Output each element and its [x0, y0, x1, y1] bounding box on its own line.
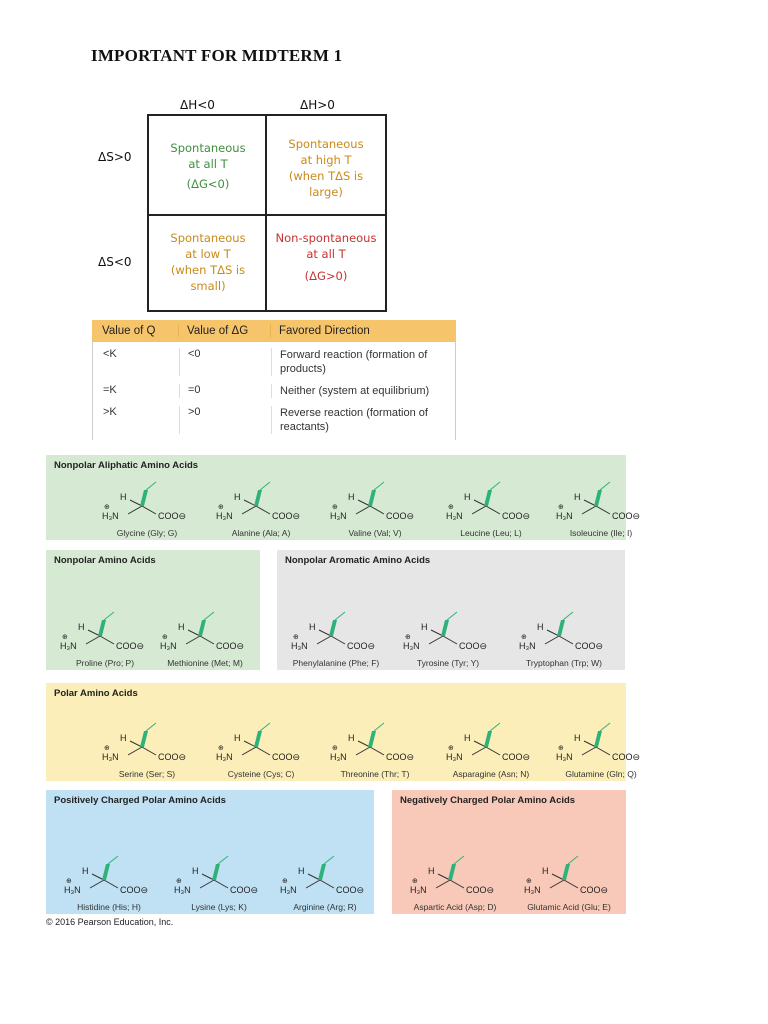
svg-text:⊕: ⊕: [448, 744, 454, 752]
q-vs-k-table: [92, 320, 456, 440]
amino-structure: [92, 697, 202, 769]
svg-text:H: H: [298, 866, 305, 876]
svg-text:H: H: [348, 492, 355, 502]
amino-structure: [436, 456, 546, 528]
svg-text:⊕: ⊕: [66, 877, 72, 885]
amino-acid: [320, 697, 430, 779]
svg-text:COO⊖: COO⊖: [336, 885, 365, 895]
svg-text:H₃N: H₃N: [216, 511, 233, 521]
amino-acid: [281, 586, 391, 668]
svg-text:⊕: ⊕: [293, 633, 299, 641]
svg-text:H₃N: H₃N: [216, 752, 233, 762]
panel-title: Nonpolar Aliphatic Amino Acids: [54, 460, 199, 471]
spontaneity-grid: [147, 114, 387, 312]
svg-text:H₃N: H₃N: [102, 511, 119, 521]
amino-panel: [277, 550, 625, 670]
svg-text:H₃N: H₃N: [160, 641, 177, 651]
row-header-ds-pos: ΔS>0: [98, 150, 132, 164]
amino-structure: [150, 586, 260, 658]
svg-text:COO⊖: COO⊖: [386, 752, 415, 762]
amino-panel: [392, 790, 626, 914]
amino-acid-name: Alanine (Ala; A): [231, 528, 291, 538]
amino-structure: [436, 697, 546, 769]
amino-acid-name: Phenylalanine (Phe; F): [292, 658, 380, 668]
svg-text:H: H: [574, 733, 581, 743]
amino-acid: [509, 586, 619, 668]
amino-acid: [546, 456, 656, 538]
panel-title: Polar Amino Acids: [54, 688, 138, 699]
amino-structure: [92, 456, 202, 528]
amino-structure: [514, 830, 624, 902]
amino-acid: [400, 830, 510, 912]
svg-text:H₃N: H₃N: [410, 885, 427, 895]
svg-text:H: H: [574, 492, 581, 502]
svg-text:⊕: ⊕: [558, 503, 564, 511]
svg-text:⊕: ⊕: [218, 744, 224, 752]
svg-text:H₃N: H₃N: [556, 752, 573, 762]
amino-panel: [46, 790, 374, 914]
amino-acid-name: Methionine (Met; M): [167, 658, 243, 668]
svg-text:⊕: ⊕: [526, 877, 532, 885]
amino-acid-name: Isoleucine (Ile; I): [569, 528, 633, 538]
amino-structure: [164, 830, 274, 902]
panel-title: Negatively Charged Polar Amino Acids: [400, 795, 576, 806]
amino-acid-name: Glutamine (Gln; Q): [565, 769, 637, 779]
svg-text:H: H: [464, 492, 471, 502]
page-title: IMPORTANT FOR MIDTERM 1: [91, 46, 343, 65]
svg-text:⊕: ⊕: [405, 633, 411, 641]
svg-text:H: H: [234, 492, 241, 502]
svg-text:⊕: ⊕: [332, 503, 338, 511]
cell-bottom-left: Spontaneous at low T (when TΔS is small): [170, 231, 246, 293]
amino-structure: [206, 697, 316, 769]
table-row: >K >0 Reverse reaction (formation of reactants): [93, 400, 455, 440]
svg-text:COO⊖: COO⊖: [158, 511, 187, 521]
svg-text:COO⊖: COO⊖: [230, 885, 259, 895]
svg-text:H₃N: H₃N: [102, 752, 119, 762]
svg-text:COO⊖: COO⊖: [459, 641, 488, 651]
amino-acid: [514, 830, 624, 912]
amino-acid-name: Tryptophan (Trp; W): [526, 658, 602, 668]
svg-text:COO⊖: COO⊖: [502, 752, 531, 762]
svg-text:H: H: [82, 866, 89, 876]
amino-acid-name: Asparagine (Asn; N): [452, 769, 530, 779]
amino-acid: [206, 697, 316, 779]
amino-acid-name: Threonine (Thr; T): [340, 769, 410, 779]
amino-structure: [206, 456, 316, 528]
amino-structure: [400, 830, 510, 902]
svg-text:H: H: [234, 733, 241, 743]
amino-panel: [46, 455, 641, 540]
col-header-dh-pos: ΔH>0: [300, 98, 335, 112]
amino-acid-name: Lysine (Lys; K): [191, 902, 247, 912]
svg-text:COO⊖: COO⊖: [116, 641, 145, 651]
amino-acid-name: Serine (Ser; S): [118, 769, 176, 779]
amino-structure: [50, 586, 160, 658]
svg-text:COO⊖: COO⊖: [466, 885, 495, 895]
svg-text:H₃N: H₃N: [330, 752, 347, 762]
amino-acid: [54, 830, 164, 912]
amino-structure: [546, 456, 656, 528]
cell-top-right: Spontaneous at high T (when TΔS is large): [288, 137, 364, 199]
amino-structure: [270, 830, 380, 902]
svg-text:COO⊖: COO⊖: [272, 511, 301, 521]
svg-text:COO⊖: COO⊖: [502, 511, 531, 521]
svg-text:⊕: ⊕: [332, 744, 338, 752]
amino-structure: [393, 586, 503, 658]
amino-acid-name: Valine (Val; V): [348, 528, 402, 538]
svg-text:H₃N: H₃N: [291, 641, 308, 651]
svg-text:H₃N: H₃N: [556, 511, 573, 521]
amino-structure: [281, 586, 391, 658]
amino-panel: [46, 550, 260, 670]
amino-acid-name: Leucine (Leu; L): [460, 528, 522, 538]
col-header-dh-neg: ΔH<0: [180, 98, 215, 112]
svg-text:H: H: [428, 866, 435, 876]
svg-text:⊕: ⊕: [448, 503, 454, 511]
svg-text:⊕: ⊕: [104, 503, 110, 511]
amino-structure: [320, 697, 430, 769]
svg-text:⊕: ⊕: [412, 877, 418, 885]
amino-acid-name: Proline (Pro; P): [75, 658, 135, 668]
svg-text:H₃N: H₃N: [64, 885, 81, 895]
table-header: Value of Q Value of ΔG Favored Direction: [92, 320, 456, 342]
amino-acid: [436, 456, 546, 538]
svg-text:COO⊖: COO⊖: [612, 511, 641, 521]
amino-acid: [270, 830, 380, 912]
svg-text:H₃N: H₃N: [524, 885, 541, 895]
amino-acid: [164, 830, 274, 912]
amino-structure: [320, 456, 430, 528]
svg-text:⊕: ⊕: [218, 503, 224, 511]
amino-acid: [546, 697, 656, 779]
copyright: © 2016 Pearson Education, Inc.: [46, 917, 174, 927]
cell-top-left: Spontaneous at all T (ΔG<0): [170, 141, 246, 191]
table-row: =K =0 Neither (system at equilibrium): [93, 378, 455, 400]
amino-acid: [320, 456, 430, 538]
svg-text:COO⊖: COO⊖: [158, 752, 187, 762]
svg-text:H: H: [192, 866, 199, 876]
amino-acid-name: Glycine (Gly; G): [116, 528, 178, 538]
amino-acid-name: Cysteine (Cys; C): [227, 769, 295, 779]
panel-title: Nonpolar Amino Acids: [54, 555, 156, 566]
amino-structure: [54, 830, 164, 902]
svg-text:⊕: ⊕: [176, 877, 182, 885]
svg-text:⊕: ⊕: [521, 633, 527, 641]
amino-acid: [50, 586, 160, 668]
svg-text:COO⊖: COO⊖: [580, 885, 609, 895]
panel-title: Nonpolar Aromatic Amino Acids: [285, 555, 431, 566]
amino-acid-name: Aspartic Acid (Asp; D): [413, 902, 497, 912]
svg-text:COO⊖: COO⊖: [120, 885, 149, 895]
amino-panel: [46, 683, 641, 781]
svg-text:COO⊖: COO⊖: [386, 511, 415, 521]
amino-acid: [92, 456, 202, 538]
svg-text:COO⊖: COO⊖: [575, 641, 604, 651]
svg-text:H: H: [120, 492, 127, 502]
svg-text:H: H: [178, 622, 185, 632]
amino-acid: [92, 697, 202, 779]
amino-acid: [436, 697, 546, 779]
svg-text:⊕: ⊕: [62, 633, 68, 641]
cell-bottom-right: Non-spontaneous at all T (ΔG>0): [275, 231, 377, 283]
amino-acid-name: Glutamic Acid (Glu; E): [527, 902, 611, 912]
svg-text:H: H: [464, 733, 471, 743]
svg-text:H₃N: H₃N: [280, 885, 297, 895]
svg-text:H₃N: H₃N: [174, 885, 191, 895]
amino-acid-name: Histidine (His; H): [77, 902, 141, 912]
svg-text:H: H: [542, 866, 549, 876]
svg-text:COO⊖: COO⊖: [272, 752, 301, 762]
svg-text:H: H: [120, 733, 127, 743]
svg-text:COO⊖: COO⊖: [216, 641, 245, 651]
amino-structure: [509, 586, 619, 658]
svg-text:H: H: [78, 622, 85, 632]
svg-text:⊕: ⊕: [558, 744, 564, 752]
amino-acid: [393, 586, 503, 668]
svg-text:⊕: ⊕: [282, 877, 288, 885]
svg-text:H₃N: H₃N: [519, 641, 536, 651]
svg-text:⊕: ⊕: [104, 744, 110, 752]
row-header-ds-neg: ΔS<0: [98, 255, 132, 269]
svg-text:H₃N: H₃N: [446, 752, 463, 762]
svg-text:⊕: ⊕: [162, 633, 168, 641]
svg-text:H: H: [421, 622, 428, 632]
amino-structure: [546, 697, 656, 769]
amino-acid-name: Arginine (Arg; R): [293, 902, 357, 912]
svg-text:H₃N: H₃N: [446, 511, 463, 521]
svg-text:H: H: [348, 733, 355, 743]
amino-acid: [150, 586, 260, 668]
svg-text:COO⊖: COO⊖: [347, 641, 376, 651]
svg-text:H: H: [537, 622, 544, 632]
table-row: <K <0 Forward reaction (formation of products): [93, 342, 455, 378]
svg-text:H₃N: H₃N: [330, 511, 347, 521]
amino-acid: [206, 456, 316, 538]
panel-title: Positively Charged Polar Amino Acids: [54, 795, 226, 806]
svg-text:H₃N: H₃N: [403, 641, 420, 651]
svg-text:H₃N: H₃N: [60, 641, 77, 651]
svg-text:H: H: [309, 622, 316, 632]
svg-text:COO⊖: COO⊖: [612, 752, 641, 762]
amino-acid-name: Tyrosine (Tyr; Y): [416, 658, 480, 668]
